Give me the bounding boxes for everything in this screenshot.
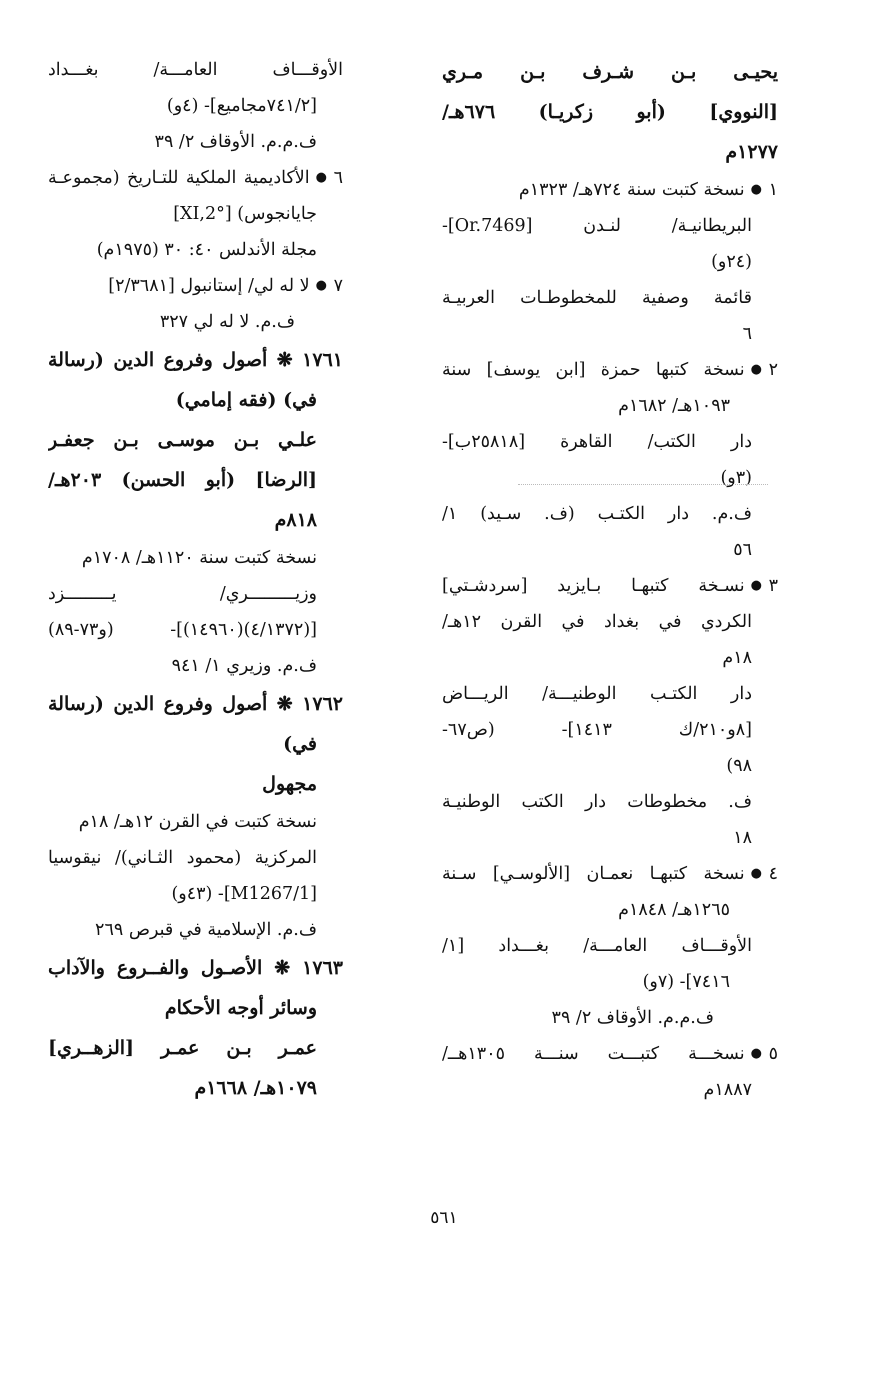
line-text: نسخة كتبت سنة ١١٢٠هـ/ ١٧٠٨م bbox=[81, 548, 317, 568]
line-text: نسخـــة كتبـــت سنـــة ١٣٠٥هــ/ bbox=[442, 1044, 745, 1064]
line-text: الأكاديمية الملكية للتـاريخ (مجموعـة bbox=[48, 168, 310, 188]
line-text: مجهول bbox=[262, 773, 317, 795]
line-text: نسخة كتبت في القرن ١٢هـ/ ١٨م bbox=[78, 812, 317, 832]
line-text: في) (فقه إمامي) bbox=[175, 389, 317, 411]
page-number: ٥٦١ bbox=[430, 1208, 458, 1228]
item-number: ٢ bbox=[768, 360, 778, 380]
item-number: ٦ bbox=[333, 168, 343, 188]
bullet-icon: ● bbox=[315, 170, 327, 185]
line-text: ٨١٨م bbox=[274, 509, 317, 531]
entry-heading-line bbox=[48, 380, 343, 420]
left-column bbox=[48, 52, 343, 1108]
entry-line bbox=[442, 928, 778, 964]
item-number: ٧ bbox=[333, 276, 343, 296]
entry-line bbox=[442, 424, 778, 460]
entry-heading-line bbox=[48, 1068, 343, 1108]
line-text: نسخة كتبهـا نعمـان [الألوسـي] سـنة bbox=[442, 864, 745, 884]
line-text: [النووي] (أبو زكريـا) ٦٧٦هـ/ bbox=[442, 101, 778, 123]
item-number: ٥ bbox=[768, 1044, 778, 1064]
entry-line bbox=[442, 316, 778, 352]
line-text: [(٤/١٣٧٢)(١٤٩٦٠)]- (و٧٣-٨٩) bbox=[48, 620, 317, 640]
line-text: ١٠٧٩هـ/ ١٦٦٨م bbox=[194, 1077, 317, 1099]
line-text: علـي بـن موسـى بـن جعفـر bbox=[48, 429, 317, 451]
entry-line bbox=[48, 576, 343, 612]
line-text: عمـر بـن عمـر [الزهــري] bbox=[48, 1037, 317, 1059]
entry-line bbox=[442, 964, 778, 1000]
line-text: ٧٤١٦]- (٧و) bbox=[642, 972, 730, 992]
entry-line bbox=[442, 604, 778, 640]
line-text: دار الكتـب الوطنيـــة/ الريـــاض bbox=[442, 684, 752, 704]
entry-heading-line bbox=[48, 684, 343, 724]
entry-line bbox=[48, 876, 343, 912]
line-text: نسخة كتبت سنة ٧٢٤هـ/ ١٣٢٣م bbox=[518, 180, 745, 200]
entry-line bbox=[442, 1036, 778, 1072]
entry-line bbox=[442, 856, 778, 892]
entry-line bbox=[48, 124, 343, 160]
line-text: المركزية (محمود الثـاني)/ نيقوسيا bbox=[48, 848, 317, 868]
item-number: ١ bbox=[768, 180, 778, 200]
line-text: ف.م.م. الأوقاف ٢/ ٣٩ bbox=[154, 132, 317, 152]
line-text: ٦ bbox=[742, 324, 752, 344]
entry-line bbox=[442, 712, 778, 748]
line-text: مجلة الأندلس ٤٠: ٣٠ (١٩٧٥م) bbox=[96, 240, 317, 260]
entry-line bbox=[48, 196, 343, 232]
line-text: ٩٨) bbox=[726, 756, 752, 776]
entry-heading-line bbox=[48, 420, 343, 460]
line-text: دار الكتب/ القاهرة [٢٥٨١٨ب]- bbox=[442, 432, 752, 452]
line-text: الأوقـــاف العامـــة/ بغـــداد bbox=[48, 60, 343, 80]
entry-line bbox=[48, 232, 343, 268]
line-text: ف.م. الإسلامية في قبرص ٢٦٩ bbox=[95, 920, 317, 940]
line-text: نسـخة كتبهـا بـايزيد [سردشـتي] bbox=[442, 576, 745, 596]
entry-line bbox=[442, 892, 778, 928]
line-text: [٧٤١/٢مجاميع]- (٤و) bbox=[166, 96, 317, 116]
line-text: [M1267/1]- (٤٣و) bbox=[171, 884, 317, 904]
bullet-icon: ● bbox=[750, 182, 762, 197]
line-text: ١٧٦٣ ❋ الأصـول والفــروع والآداب bbox=[48, 957, 343, 979]
entry-heading-line bbox=[48, 948, 343, 988]
entry-line bbox=[48, 88, 343, 124]
line-text: ف.م. لا له لي ٣٢٧ bbox=[159, 312, 295, 332]
line-text: قائمة وصفية للمخطوطـات العربيـة bbox=[442, 288, 752, 308]
entry-heading-line bbox=[48, 460, 343, 500]
line-text: ١٨٨٧م bbox=[703, 1080, 752, 1100]
line-text: ١٨ bbox=[733, 828, 752, 848]
entry-heading-line bbox=[48, 724, 343, 764]
line-text: ١٢٦٥هـ/ ١٨٤٨م bbox=[618, 900, 730, 920]
line-text: ١٧٦٢ ❋ أصول وفروع الدين (رسالة bbox=[48, 693, 343, 715]
bullet-icon: ● bbox=[315, 278, 327, 293]
line-text: في) bbox=[283, 733, 317, 755]
entry-line bbox=[442, 784, 778, 820]
entry-line bbox=[442, 496, 778, 532]
entry-line bbox=[442, 748, 778, 784]
entry-line bbox=[442, 676, 778, 712]
faint-dotted-mark bbox=[518, 484, 768, 485]
entry-heading-line bbox=[442, 52, 778, 92]
line-text: ف.م.م. الأوقاف ٢/ ٣٩ bbox=[551, 1008, 714, 1028]
line-text: ف. مخطوطات دار الكتب الوطنيـة bbox=[442, 792, 752, 812]
entry-line bbox=[442, 820, 778, 856]
entry-line bbox=[442, 280, 778, 316]
entry-line bbox=[442, 640, 778, 676]
line-text: وسائر أوجه الأحكام bbox=[164, 997, 317, 1019]
line-text: البريطانيـة/ لنـدن [Or.7469]- bbox=[442, 216, 752, 236]
entry-heading-line bbox=[48, 500, 343, 540]
bullet-icon: ● bbox=[750, 866, 762, 881]
line-text: ف.م. وزيري ١/ ٩٤١ bbox=[171, 656, 317, 676]
item-number: ٤ bbox=[768, 864, 778, 884]
line-text: [الرضا] (أبو الحسن) ٢٠٣هـ/ bbox=[48, 469, 317, 491]
line-text: ١٧٦١ ❋ أصول وفروع الدين (رسالة bbox=[48, 349, 343, 371]
entry-line bbox=[442, 208, 778, 244]
entry-line bbox=[48, 540, 343, 576]
entry-heading-line bbox=[48, 764, 343, 804]
line-text: ١٨م bbox=[722, 648, 752, 668]
line-text: ٥٦ bbox=[733, 540, 752, 560]
entry-line bbox=[48, 304, 343, 340]
entry-heading-line bbox=[48, 1028, 343, 1068]
right-column bbox=[442, 52, 778, 1108]
line-text: ف.م. دار الكتـب (ف. سـيد) ١/ bbox=[442, 504, 752, 524]
entry-line bbox=[442, 244, 778, 280]
entry-heading-line bbox=[442, 92, 778, 132]
entry-heading-line bbox=[48, 988, 343, 1028]
entry-line bbox=[442, 352, 778, 388]
line-text: لا له لي/ إستانبول [٢/٣٦٨١] bbox=[108, 276, 310, 296]
entry-line bbox=[48, 912, 343, 948]
item-number: ٣ bbox=[768, 576, 778, 596]
entry-line bbox=[48, 160, 343, 196]
line-text: وزيـــــــــري/ يـــــــــزد bbox=[48, 584, 317, 604]
entry-line bbox=[442, 532, 778, 568]
entry-heading-line bbox=[48, 340, 343, 380]
entry-line bbox=[442, 388, 778, 424]
line-text: يحيـى بـن شـرف بـن مـري bbox=[442, 61, 778, 83]
bullet-icon: ● bbox=[750, 578, 762, 593]
line-text: (٢٤و) bbox=[711, 252, 752, 272]
entry-line bbox=[48, 52, 343, 88]
bullet-icon: ● bbox=[750, 362, 762, 377]
entry-line bbox=[442, 460, 778, 496]
entry-line bbox=[442, 568, 778, 604]
line-text: نسخة كتبها حمزة [ابن يوسف] سنة bbox=[442, 360, 745, 380]
line-text: ١٠٩٣هـ/ ١٦٨٢م bbox=[618, 396, 730, 416]
entry-line bbox=[442, 1072, 778, 1108]
entry-line bbox=[48, 648, 343, 684]
entry-line bbox=[442, 1000, 778, 1036]
entry-line bbox=[48, 268, 343, 304]
line-text: ١٢٧٧م bbox=[725, 141, 778, 163]
bullet-icon: ● bbox=[750, 1046, 762, 1061]
entry-line bbox=[442, 172, 778, 208]
line-text: الكردي في بغداد في القرن ١٢هـ/ bbox=[442, 612, 752, 632]
entry-line bbox=[48, 840, 343, 876]
line-text: (٣و) bbox=[720, 468, 752, 488]
entry-line bbox=[48, 612, 343, 648]
entry-line bbox=[48, 804, 343, 840]
line-text: الأوقـــاف العامـــة/ بغـــداد [١/ bbox=[442, 936, 752, 956]
line-text: جايانجوس) [XI,2°] bbox=[173, 204, 317, 224]
entry-heading-line bbox=[442, 132, 778, 172]
line-text: [٨و٢١٠/ك ١٤١٣]- (ص٦٧- bbox=[442, 720, 752, 740]
